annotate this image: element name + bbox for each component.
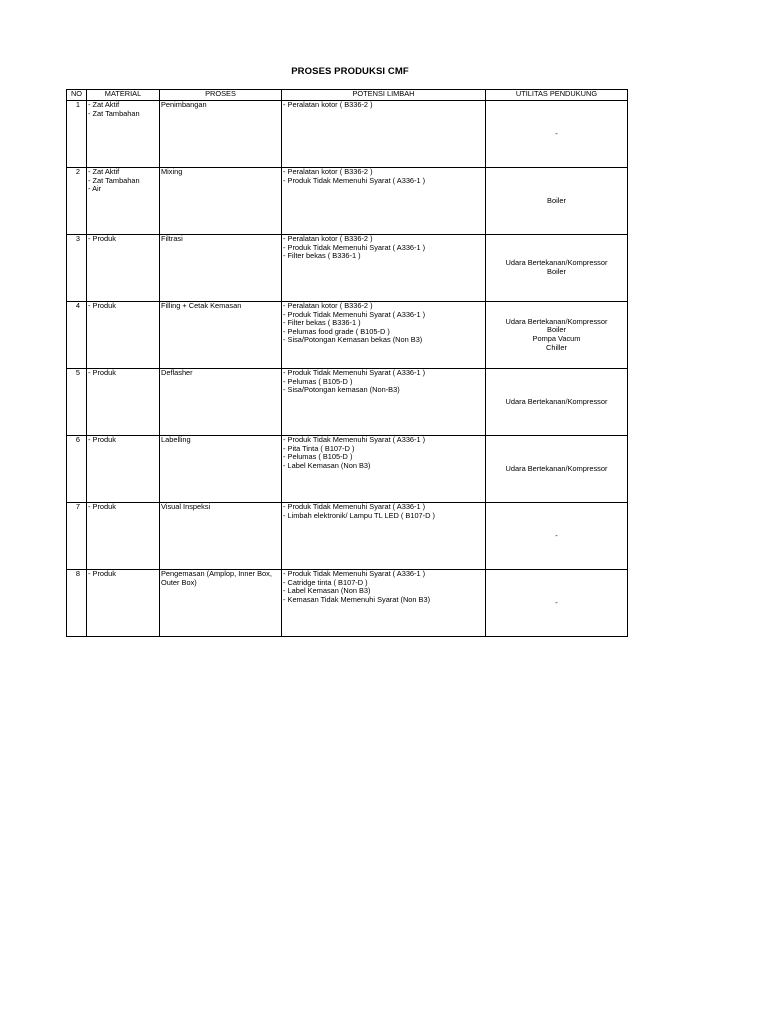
header-material: MATERIAL: [87, 90, 160, 101]
material-item: - Produk: [88, 301, 116, 310]
limbah-item: - Pelumas ( B105-D ): [283, 452, 353, 462]
cell-utilitas-pendukung: [486, 168, 628, 235]
cell-material: [87, 436, 160, 503]
cell-proses: [160, 503, 282, 570]
header-proses: PROSES: [160, 90, 282, 101]
cell-proses: [160, 235, 282, 302]
table-header-row: [67, 90, 628, 101]
limbah-item: - Sisa/Potongan kemasan (Non-B3): [283, 385, 400, 395]
material-item: - Air: [88, 184, 102, 194]
cell-material: [87, 369, 160, 436]
cell-proses: [160, 168, 282, 235]
table-row: [67, 101, 628, 168]
limbah-item: - Produk Tidak Memenuhi Syarat ( A336-1 ): [283, 309, 426, 319]
cell-no: 7: [67, 503, 87, 570]
production-process-table: [66, 89, 628, 637]
proses-text: Visual Inspeksi: [161, 502, 211, 511]
cell-proses: [160, 369, 282, 436]
limbah-item: - Kemasan Tidak Memenuhi Syarat (Non B3): [283, 594, 431, 604]
limbah-item: - Peralatan kotor ( B336-2 ): [283, 100, 373, 109]
limbah-item: - Produk Tidak Memenuhi Syarat ( A336-1 ): [283, 569, 426, 578]
cell-material: [87, 503, 160, 570]
cell-no: 6: [67, 436, 87, 503]
limbah-item: - Pelumas food grade ( B105-D ): [283, 326, 390, 336]
utilitas-item: Udara Bertekanan/Kompressor: [505, 316, 608, 326]
cell-material: [87, 570, 160, 637]
limbah-item: - Produk Tidak Memenuhi Syarat ( A336-1 ): [283, 242, 426, 252]
utilitas-item: -: [555, 128, 558, 138]
utilitas-item: Udara Bertekanan/Kompressor: [505, 396, 608, 406]
material-item: - Produk: [88, 569, 116, 578]
cell-proses: [160, 436, 282, 503]
limbah-item: - Pita Tinta ( B107-D ): [283, 443, 355, 453]
cell-utilitas-pendukung: [486, 369, 628, 436]
table-row: [67, 302, 628, 369]
cell-no: 8: [67, 570, 87, 637]
limbah-item: - Produk Tidak Memenuhi Syarat ( A336-1 ): [283, 435, 426, 444]
cell-utilitas-pendukung: [486, 235, 628, 302]
proses-text: Deflasher: [161, 368, 193, 377]
cell-no: 1: [67, 101, 87, 168]
limbah-item: - Produk Tidak Memenuhi Syarat ( A336-1 ): [283, 368, 426, 377]
cell-proses: [160, 570, 282, 637]
cell-material: [87, 235, 160, 302]
limbah-item: - Label Kemasan (Non B3): [283, 586, 371, 596]
cell-utilitas-pendukung: [486, 570, 628, 637]
limbah-item: - Label Kemasan (Non B3): [283, 460, 371, 470]
limbah-item: - Sisa/Potongan Kemasan bekas (Non B3): [283, 335, 423, 345]
header-potensi-limbah: POTENSI LIMBAH: [282, 90, 486, 101]
utilitas-item: Boiler: [547, 195, 566, 205]
table-row: [67, 436, 628, 503]
material-item: - Produk: [88, 368, 116, 377]
header-no: NO: [67, 90, 87, 101]
cell-no: 2: [67, 168, 87, 235]
cell-material: [87, 101, 160, 168]
proses-text: Labelling: [161, 435, 191, 444]
table-row: [67, 570, 628, 637]
table-row: [67, 369, 628, 436]
cell-utilitas-pendukung: [486, 503, 628, 570]
utilitas-item: Udara Bertekanan/Kompressor: [505, 463, 608, 473]
proses-text: Penimbangan: [161, 100, 207, 109]
material-item: - Zat Tambahan: [88, 108, 140, 118]
document-title: PROSES PRODUKSI CMF: [291, 66, 409, 77]
cell-no: 3: [67, 235, 87, 302]
limbah-item: - Limbah elektronik/ Lampu TL LED ( B107-D ): [283, 510, 435, 520]
limbah-item: - Peralatan kotor ( B336-2 ): [283, 167, 373, 176]
cell-potensi-limbah: [282, 503, 486, 570]
limbah-item: - Peralatan kotor ( B336-2 ): [283, 234, 373, 243]
cell-potensi-limbah: [282, 302, 486, 369]
cell-potensi-limbah: [282, 570, 486, 637]
table-row: [67, 168, 628, 235]
material-item: - Zat Aktif: [88, 100, 120, 109]
utilitas-item: Udara Bertekanan/Kompressor: [505, 258, 608, 268]
cell-material: [87, 168, 160, 235]
limbah-item: - Filter bekas ( B336-1 ): [283, 251, 361, 261]
proses-text: Filtrasi: [161, 234, 183, 243]
material-item: - Produk: [88, 435, 116, 444]
proses-text: Pengemasan (Amplop, Inner Box, Outer Box): [161, 569, 272, 587]
material-item: - Zat Aktif: [88, 167, 120, 176]
limbah-item: - Pelumas ( B105-D ): [283, 376, 353, 386]
cell-potensi-limbah: [282, 101, 486, 168]
cell-no: 4: [67, 302, 87, 369]
utilitas-item: Pompa Vacum: [532, 334, 581, 343]
header-utilitas-pendukung: UTILITAS PENDUKUNG: [486, 90, 628, 101]
utilitas-item: Boiler: [547, 267, 566, 276]
table-row: [67, 235, 628, 302]
cell-utilitas-pendukung: [486, 101, 628, 168]
cell-potensi-limbah: [282, 369, 486, 436]
cell-utilitas-pendukung: [486, 436, 628, 503]
cell-material: [87, 302, 160, 369]
cell-utilitas-pendukung: [486, 302, 628, 369]
cell-proses: [160, 302, 282, 369]
limbah-item: - Produk Tidak Memenuhi Syarat ( A336-1 ): [283, 175, 426, 185]
material-item: - Zat Tambahan: [88, 175, 140, 185]
proses-text: Mixing: [161, 167, 183, 176]
limbah-item: - Filter bekas ( B336-1 ): [283, 318, 361, 328]
material-item: - Produk: [88, 502, 116, 511]
utilitas-item: Boiler: [547, 325, 566, 335]
cell-potensi-limbah: [282, 168, 486, 235]
material-item: - Produk: [88, 234, 116, 243]
limbah-item: - Produk Tidak Memenuhi Syarat ( A336-1 ): [283, 502, 426, 511]
cell-potensi-limbah: [282, 436, 486, 503]
proses-text: Filling + Cetak Kemasan: [161, 301, 242, 310]
cell-proses: [160, 101, 282, 168]
cell-potensi-limbah: [282, 235, 486, 302]
limbah-item: - Catridge tinta ( B107-D ): [283, 577, 368, 587]
utilitas-item: -: [555, 597, 558, 607]
utilitas-item: -: [555, 530, 558, 540]
cell-no: 5: [67, 369, 87, 436]
limbah-item: - Peralatan kotor ( B336-2 ): [283, 301, 373, 310]
utilitas-item: Chiller: [546, 342, 567, 352]
table-row: [67, 503, 628, 570]
